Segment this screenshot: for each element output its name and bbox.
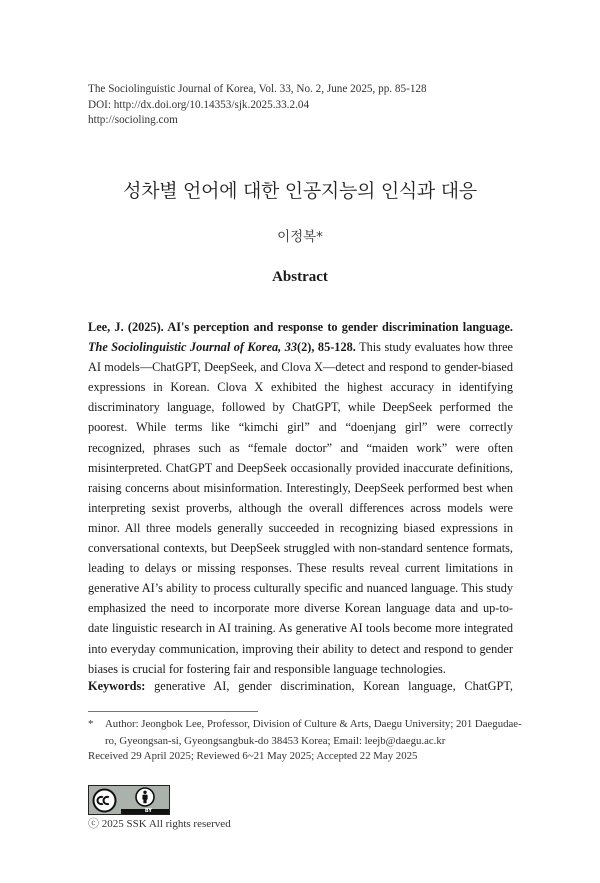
footnote-text: Author: Jeongbok Lee, Professor, Division of Culture & Arts, Daegu University; 201 Daegudae-ro, Gyeongsan-si, Gyeongsangbuk-do 38453 Korea; Email: leejb@daegu.ac.kr xyxy=(105,718,522,747)
paper-title: 성차별 언어에 대한 인공지능의 인식과 대응 xyxy=(123,180,477,202)
cc-by-license-badge[interactable] xyxy=(88,785,170,815)
abstract-citation-journal: The Sociolinguistic Journal of Korea, xyxy=(88,340,282,355)
copyright-notice: ⓒ 2025 SSK All rights reserved xyxy=(88,818,231,830)
paper-author: 이정복* xyxy=(277,229,323,245)
attribution-person-icon xyxy=(135,787,155,807)
abstract-citation-authors: Lee, J. (2025). AI's perception and response to gender discrimination language. xyxy=(88,320,513,334)
footnote-mark: * xyxy=(88,718,94,730)
badge-by-label: BY xyxy=(144,808,152,814)
keywords xyxy=(88,676,513,696)
journal-citation-line: The Sociolinguistic Journal of Korea, Vol. 33, No. 2, June 2025, pp. 85-128 xyxy=(88,83,427,95)
keywords-label: Keywords: xyxy=(88,679,146,693)
abstract-heading: Abstract xyxy=(272,269,328,285)
received-dates: Received 29 April 2025; Reviewed 6~21 May 2025; Accepted 22 May 2025 xyxy=(88,750,418,762)
journal-url-line: http://socioling.com xyxy=(88,114,178,126)
keywords-text: generative AI, gender discrimination, Korean language, ChatGPT, xyxy=(154,679,513,693)
footnote-divider xyxy=(88,711,258,712)
abstract-citation-issue: (2), 85-128. xyxy=(297,340,356,355)
doi-line: DOI: http://dx.doi.org/10.14353/sjk.2025.33.2.04 xyxy=(88,98,310,111)
abstract-text: This study evaluates how three AI models—ChatGPT, DeepSeek, and Clova X—detect and respond to gender-biased expressions in Korean. Clova X exhibited the highest accuracy in identifying discriminatory language, followed by ChatGPT, while DeepSeek performed the poorest. While terms like “kimchi girl” and “doenjang girl” were correctly recognized, phrases such as “female doctor” and “maiden work” were often misinterpreted. ChatGPT and DeepSeek occasionally provided inaccurate definitions, raising concerns about misinformation. Interestingly, DeepSeek performed best when interpreting sexist proverbs, although the overall differences across models were minor. All three models generally succeeded in recognizing biased expressions in conversational contexts, but DeepSeek struggled with non-standard sentence formats, leading to delays or missing responses. These results reveal current limitations in generative AI’s ability to process culturally specific and nuanced language. This study emphasized the need to incorporate more diverse Korean language data and up-to-date linguistic research in AI training. As generative AI tools become more integrated into everyday communication, improving their ability to detect and respond to gender biases is crucial for fostering fair and responsible language technologies. xyxy=(88,340,514,676)
author-footnote xyxy=(88,716,528,750)
abstract-body xyxy=(88,317,513,679)
journal-info xyxy=(88,82,427,129)
abstract-citation-volume: 33 xyxy=(284,340,298,355)
creative-commons-icon xyxy=(92,788,117,813)
